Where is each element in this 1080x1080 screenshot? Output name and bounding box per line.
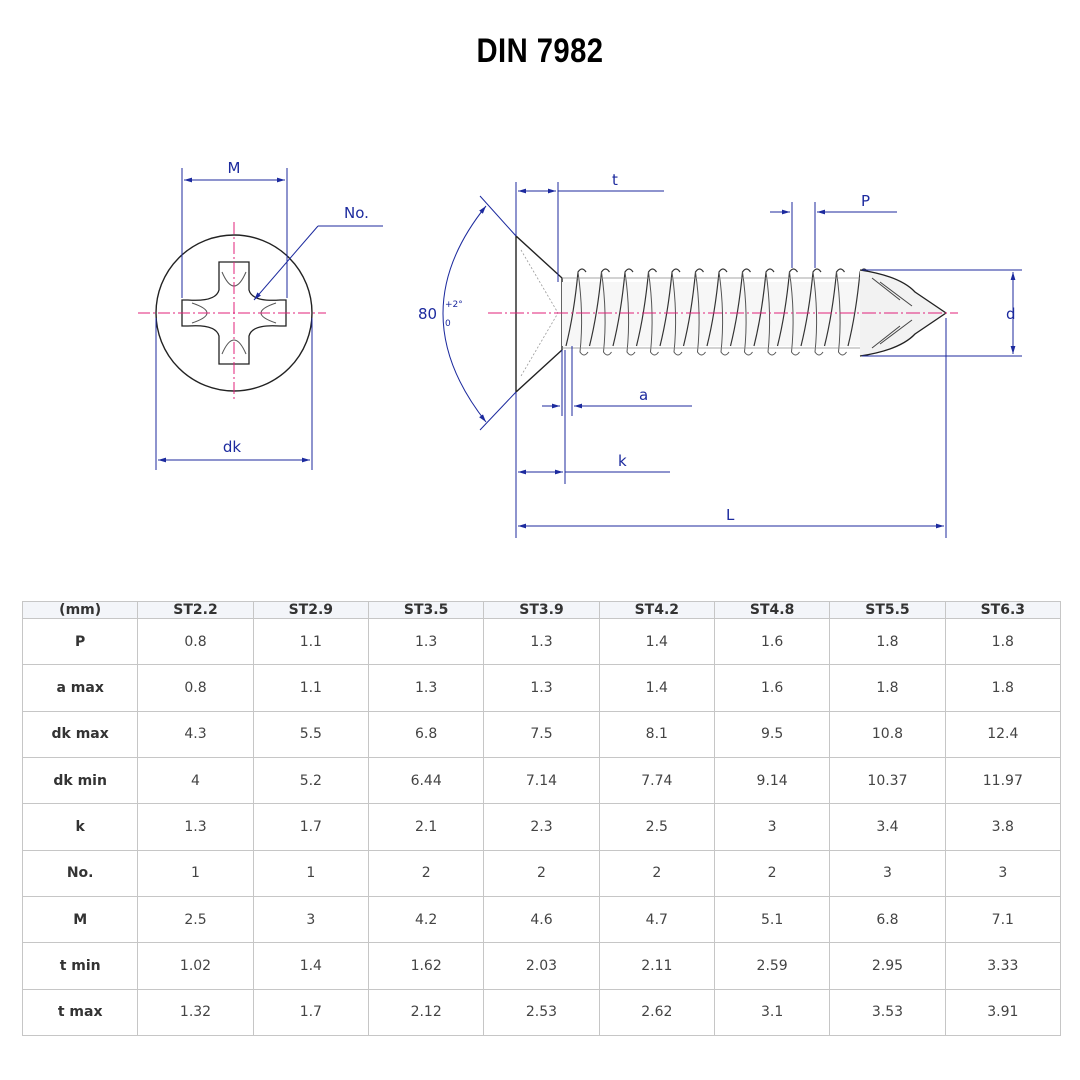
column-header: ST6.3 — [945, 602, 1060, 619]
table-cell: 3 — [253, 896, 368, 942]
row-label: a max — [23, 665, 138, 711]
table-cell: 1.3 — [368, 665, 483, 711]
table-cell: 2.03 — [484, 943, 599, 989]
table-row — [23, 619, 1061, 665]
page-title: DIN 7982 — [476, 32, 604, 70]
table-cell: 3.1 — [714, 989, 829, 1035]
table-cell: 4.7 — [599, 896, 714, 942]
table-cell: 2.5 — [138, 896, 253, 942]
table-cell: 2.62 — [599, 989, 714, 1035]
table-cell: 1 — [253, 850, 368, 896]
table-cell: 2 — [599, 850, 714, 896]
table-cell: 10.8 — [830, 711, 945, 757]
table-row — [23, 896, 1061, 942]
row-label: t max — [23, 989, 138, 1035]
table-row — [23, 757, 1061, 803]
table-cell: 10.37 — [830, 757, 945, 803]
table-cell: 1.7 — [253, 804, 368, 850]
table-corner-cell: (mm) — [23, 602, 138, 619]
table-cell: 1.3 — [484, 619, 599, 665]
table-header-row — [23, 602, 1061, 619]
table-cell: 1.4 — [599, 619, 714, 665]
table-cell: 2.11 — [599, 943, 714, 989]
table-cell: 5.5 — [253, 711, 368, 757]
table-cell: 2 — [714, 850, 829, 896]
table-cell: 3.33 — [945, 943, 1060, 989]
angle-extension-bottom — [480, 392, 516, 430]
table-cell: 1.8 — [830, 619, 945, 665]
column-header: ST3.5 — [368, 602, 483, 619]
table-cell: 3 — [714, 804, 829, 850]
label-m: M — [227, 159, 241, 177]
table-cell: 3.4 — [830, 804, 945, 850]
table-cell: 12.4 — [945, 711, 1060, 757]
column-header: ST5.5 — [830, 602, 945, 619]
countersunk-head — [516, 236, 562, 392]
label-angle: 80 — [418, 305, 438, 323]
row-label: No. — [23, 850, 138, 896]
table-cell: 6.44 — [368, 757, 483, 803]
screw-side-view — [418, 171, 1022, 538]
head-top-view — [138, 159, 383, 470]
table-row — [23, 804, 1061, 850]
table-cell: 1.8 — [830, 665, 945, 711]
table-cell: 4.6 — [484, 896, 599, 942]
table-cell: 0.8 — [138, 665, 253, 711]
table-row — [23, 711, 1061, 757]
label-k: k — [618, 452, 627, 470]
table-cell: 3.8 — [945, 804, 1060, 850]
table-cell: 2.59 — [714, 943, 829, 989]
table-cell: 1.1 — [253, 665, 368, 711]
row-label: k — [23, 804, 138, 850]
column-header: ST2.2 — [138, 602, 253, 619]
angle-extension-top — [480, 196, 516, 236]
table-cell: 1.3 — [484, 665, 599, 711]
table-cell: 4 — [138, 757, 253, 803]
label-l: L — [726, 506, 735, 524]
table-row — [23, 850, 1061, 896]
label-no: No. — [344, 204, 369, 222]
table-cell: 7.5 — [484, 711, 599, 757]
row-label: dk min — [23, 757, 138, 803]
table-cell: 2.95 — [830, 943, 945, 989]
table-cell: 1.02 — [138, 943, 253, 989]
row-label: P — [23, 619, 138, 665]
column-header: ST2.9 — [253, 602, 368, 619]
row-label: t min — [23, 943, 138, 989]
table-cell: 2.3 — [484, 804, 599, 850]
table-cell: 0.8 — [138, 619, 253, 665]
table-cell: 2 — [484, 850, 599, 896]
table-cell: 1.1 — [253, 619, 368, 665]
table-cell: 4.2 — [368, 896, 483, 942]
table-row — [23, 989, 1061, 1035]
column-header: ST4.2 — [599, 602, 714, 619]
table-cell: 3 — [830, 850, 945, 896]
table-cell: 9.14 — [714, 757, 829, 803]
table-cell: 6.8 — [368, 711, 483, 757]
table-cell: 1.3 — [368, 619, 483, 665]
table-cell: 9.5 — [714, 711, 829, 757]
table-cell: 11.97 — [945, 757, 1060, 803]
row-label: dk max — [23, 711, 138, 757]
table-cell: 2 — [368, 850, 483, 896]
table-cell: 2.53 — [484, 989, 599, 1035]
table-cell: 1.6 — [714, 619, 829, 665]
row-label: M — [23, 896, 138, 942]
table-cell: 7.14 — [484, 757, 599, 803]
table-cell: 1.4 — [253, 943, 368, 989]
column-header: ST3.9 — [484, 602, 599, 619]
table-cell: 2.12 — [368, 989, 483, 1035]
table-body — [23, 619, 1061, 1036]
table-cell: 8.1 — [599, 711, 714, 757]
label-p: P — [861, 192, 871, 210]
table-cell: 1.8 — [945, 665, 1060, 711]
table-cell: 3.91 — [945, 989, 1060, 1035]
table-cell: 5.1 — [714, 896, 829, 942]
label-t: t — [612, 171, 618, 189]
table-cell: 1.32 — [138, 989, 253, 1035]
table-cell: 1.62 — [368, 943, 483, 989]
table-cell: 7.1 — [945, 896, 1060, 942]
table-cell: 2.1 — [368, 804, 483, 850]
column-header: ST4.8 — [714, 602, 829, 619]
label-angle-minus: 0 — [445, 319, 451, 329]
table-row — [23, 665, 1061, 711]
angle-arc — [443, 206, 486, 422]
table-cell: 4.3 — [138, 711, 253, 757]
table-row — [23, 943, 1061, 989]
table-cell: 1.7 — [253, 989, 368, 1035]
table-cell: 2.5 — [599, 804, 714, 850]
table-cell: 1.6 — [714, 665, 829, 711]
table-cell: 3 — [945, 850, 1060, 896]
dimension-table — [22, 601, 1061, 1036]
label-dk: dk — [222, 438, 242, 456]
table-cell: 5.2 — [253, 757, 368, 803]
label-a: a — [639, 386, 649, 404]
table-cell: 3.53 — [830, 989, 945, 1035]
label-d: d — [1006, 305, 1016, 323]
label-angle-plus: +2° — [445, 300, 463, 310]
table-cell: 1 — [138, 850, 253, 896]
table-cell: 1.3 — [138, 804, 253, 850]
table-cell: 1.8 — [945, 619, 1060, 665]
table-cell: 1.4 — [599, 665, 714, 711]
table-cell: 7.74 — [599, 757, 714, 803]
table-cell: 6.8 — [830, 896, 945, 942]
